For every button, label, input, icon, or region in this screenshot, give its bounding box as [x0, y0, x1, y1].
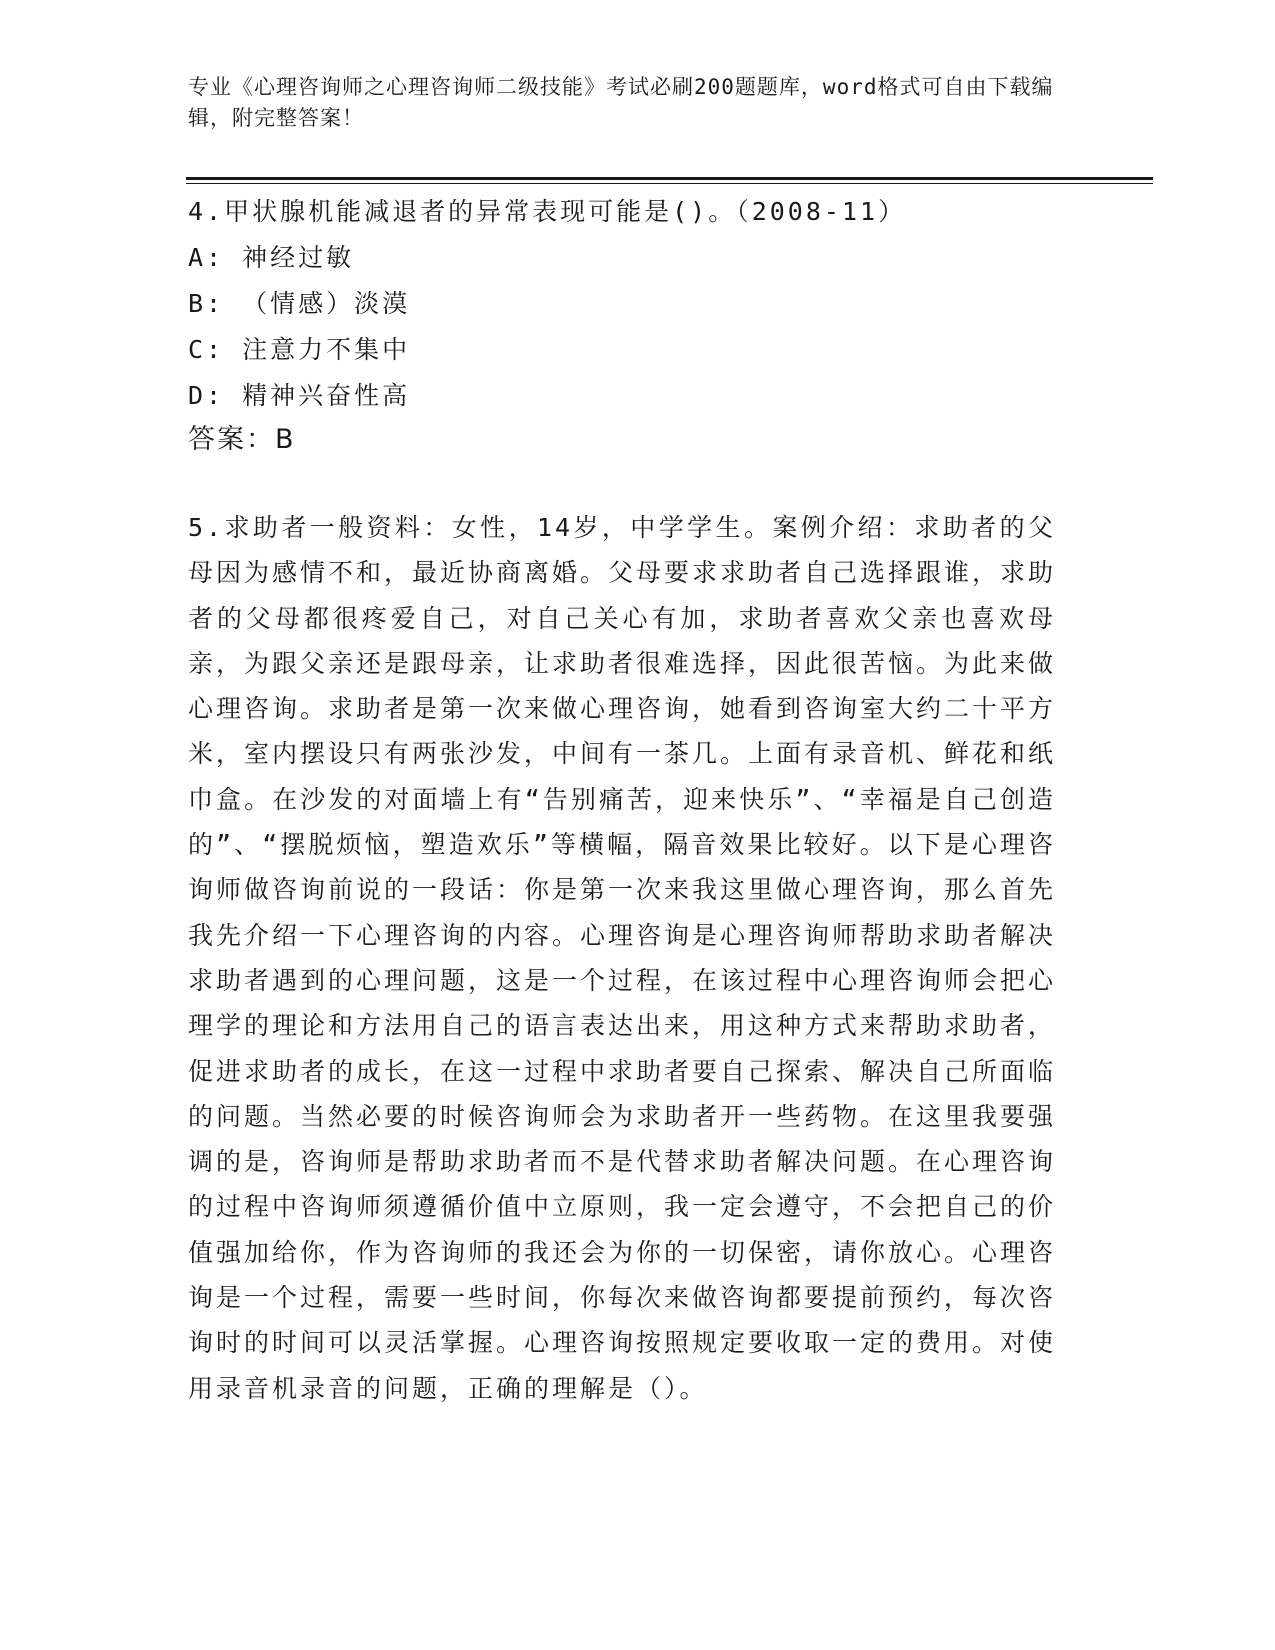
question-4-option-c: C: 注意力不集中 [188, 335, 411, 364]
question-5-text: 5.求助者一般资料：女性，14岁，中学学生。案例介绍：求助者的父母因为感情不和，最近协商离婚。父母要求求助者自己选择跟谁，求助者的父母都很疼爱自己，对自己关心有加，求助者喜欢父亲也喜欢母亲，为跟父亲还是跟母亲，让求助者很难选择，因此很苦恼。为此来做心理咨询。求助者是第一次来做心理咨询，她看到咨询室大约二十平方米，室内摆设只有两张沙发，中间有一茶几。上面有录音机、鲜花和纸巾盒。在沙发的对面墙上有“告别痛苦，迎来快乐”、“幸福是自己创造的”、“摆脱烦恼，塑造欢乐”等横幅，隔音效果比较好。以下是心理咨询师做咨询前说的一段话：你是第一次来我这里做心理咨询，那么首先我先介绍一下心理咨询的内容。心理咨询是心理咨询师帮助求助者解决求助者遇到的心理问题，这是一个过程，在该过程中心理咨询师会把心理学的理论和方法用自己的语言表达出来，用这种方式来帮助求助者，促进求助者的成长，在这一过程中求助者要自己探索、解决自己所面临的问题。当然必要的时候咨询师会为求助者开一些药物。在这里我要强调的是，咨询师是帮助求助者而不是代替求助者解决问题。在心理咨询的过程中咨询师须遵循价值中立原则，我一定会遵守，不会把自己的价值强加给你，作为咨询师的我还会为你的一切保密，请你放心。心理咨询是一个过程，需要一些时间，你每次来做咨询都要提前预约，每次咨询时的时间可以灵活掌握。心理咨询按照规定要收取一定的费用。对使用录音机录音的问题，正确的理解是（）。 [188, 513, 1057, 1403]
header-divider-thick [186, 177, 1153, 180]
question-4-option-d: D: 精神兴奋性高 [188, 381, 411, 410]
question-4-option-a: A: 神经过敏 [188, 243, 355, 272]
question-4-option-b: B: （情感）淡漠 [188, 289, 411, 318]
question-4-stem: 4.甲状腺机能减退者的异常表现可能是()。（2008-11） [188, 197, 907, 226]
header-divider-thin [186, 183, 1153, 184]
question-4 [188, 189, 1118, 419]
question-4-answer: 答案：B [188, 424, 296, 455]
document-header: 专业《心理咨询师之心理咨询师二级技能》考试必刷200题题库，word格式可自由下载编辑，附完整答案！ [188, 75, 1054, 130]
